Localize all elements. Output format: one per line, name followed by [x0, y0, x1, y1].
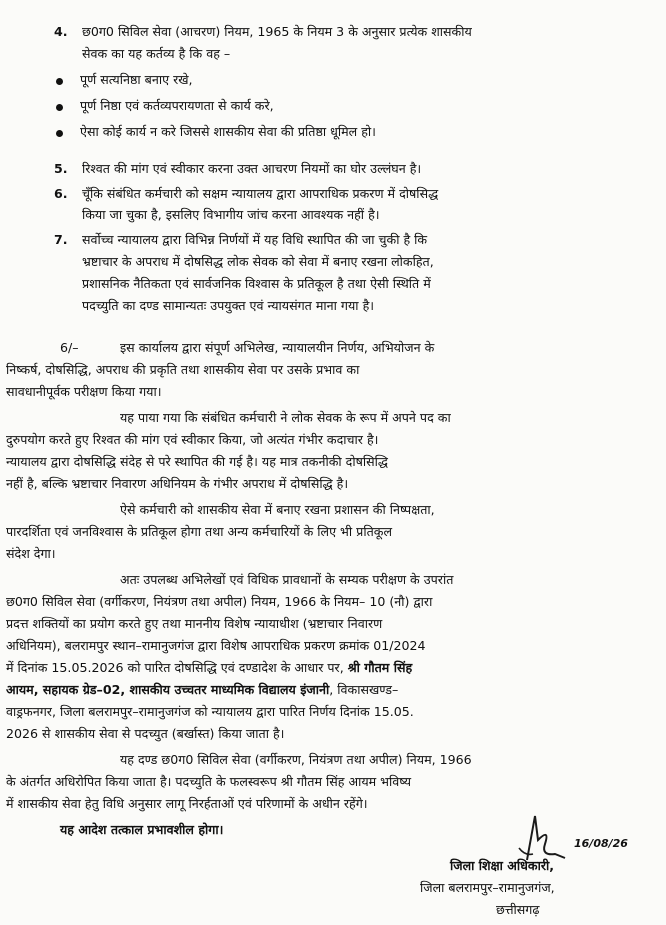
order-line-7: वाड्रफनगर, जिला बलरामपुर–रामानुजगंज को न्यायालय द्वारा पारित निर्णय दिनांक 15.05.	[6, 704, 414, 719]
point-7-line-4: पदच्युति का दण्ड सामान्यतः उपयुक्त एवं न्यायसंगत माना गया है।	[82, 298, 375, 313]
point-7-line-2: भ्रष्टाचार के अपराध में दोषसिद्ध लोक सेवक को सेवा में बनाए रखना लोकहित,	[82, 254, 434, 269]
point-6-line-1: चूँकि संबंधित कर्मचारी को सक्षम न्यायालय द्वारा आपराधिक प्रकरण में दोषसिद्ध	[82, 186, 439, 201]
section-6-number: 6/–	[60, 340, 79, 355]
bullet-dot	[56, 104, 63, 111]
rule-line-2: के अंतर्गत अधिरोपित किया जाता है। पदच्युति के फलस्वरूप श्री गौतम सिंह आयम भविष्य	[6, 774, 412, 789]
signatory-title: जिला शिक्षा अधिकारी,	[450, 858, 555, 873]
order-line-3: प्रदत्त शक्तियों का प्रयोग करते हुए तथा माननीय विशेष न्यायाधीश (भ्रष्टाचार निवारण	[6, 616, 383, 631]
order-line-5-text: में दिनांक 15.05.2026 को पारित दोषसिद्धि एवं दण्डादेश के आधार पर,	[6, 660, 348, 675]
point-6-line-2: किया जा चुका है, इसलिए विभागीय जांच करना आवश्यक नहीं है।	[82, 207, 380, 222]
section-6-line-2: निष्कर्ष, दोषसिद्धि, अपराध की प्रकृति तथा शासकीय सेवा पर उसके प्रभाव का	[6, 362, 360, 377]
bullet-dot	[56, 78, 63, 85]
order-line-6-text: , विकासखण्ड–	[329, 682, 399, 697]
order-line-8: 2026 से शासकीय सेवा से पदच्युत (बर्खास्त) किया जाता है।	[6, 726, 285, 741]
retain-line-1: ऐसे कर्मचारी को शासकीय सेवा में बनाए रखना प्रशासन की निष्पक्षता,	[120, 502, 435, 517]
finding-line-1: यह पाया गया कि संबंधित कर्मचारी ने लोक सेवक के रूप में अपने पद का	[120, 410, 451, 425]
signature-date: 16/08/26	[574, 837, 628, 850]
point-7-number: 7.	[54, 232, 68, 247]
retain-line-2: पारदर्शिता एवं जनविश्वास के प्रतिकूल होगा तथा अन्य कर्मचारियों के लिए भी प्रतिकूल	[6, 524, 392, 539]
point-7-line-1: सर्वोच्च न्यायालय द्वारा विभिन्न निर्णयों में यह विधि स्थापित की जा चुकी है कि	[82, 232, 428, 247]
order-line-2: छ0ग0 सिविल सेवा (वर्गीकरण, नियंत्रण तथा अपील) नियम, 1966 के नियम– 10 (नौ) द्वारा	[6, 594, 433, 609]
order-line-1: अतः उपलब्ध अभिलेखों एवं विधिक प्रावधानों के सम्यक परीक्षण के उपरांत	[120, 572, 454, 587]
point-4-number: 4.	[54, 24, 68, 39]
signatory-district: जिला बलरामपुर–रामानुजगंज,	[420, 880, 555, 895]
retain-line-3: संदेश देगा।	[6, 546, 56, 561]
effective-statement: यह आदेश तत्काल प्रभावशील होगा।	[60, 822, 224, 837]
order-line-4: अधिनियम), बलरामपुर स्थान–रामानुजगंज द्वारा विशेष आपराधिक प्रकरण क्रमांक 01/2024	[6, 638, 426, 653]
point-5-number: 5.	[54, 161, 68, 176]
bullet-dot	[56, 130, 63, 137]
employee-designation: आयम, सहायक ग्रेड–02, शासकीय उच्चतर माध्यमिक विद्यालय इंजानी	[6, 682, 330, 697]
rule-line-1: यह दण्ड छ0ग0 सिविल सेवा (वर्गीकरण, नियंत्रण तथा अपील) नियम, 1966	[120, 752, 472, 767]
bullet-item-3: ऐसा कोई कार्य न करे जिससे शासकीय सेवा की प्रतिष्ठा धूमिल हो।	[80, 124, 376, 139]
finding-line-2: दुरुपयोग करते हुए रिश्वत की मांग एवं स्वीकार किया, जो अत्यंत गंभीर कदाचार है।	[6, 432, 379, 447]
employee-name: श्री गौतम सिंह	[347, 660, 413, 675]
bullet-item-2: पूर्ण निष्ठा एवं कर्तव्यपरायणता से कार्य करे,	[80, 98, 274, 113]
order-line-5	[6, 660, 412, 676]
signatory-state: छत्तीसगढ़	[496, 902, 540, 917]
finding-line-3: न्यायालय द्वारा दोषसिद्धि संदेह से परे स्थापित की गई है। यह मात्र तकनीकी दोषसिद्धि	[6, 454, 388, 469]
point-7-line-3: प्रशासनिक नैतिकता एवं सार्वजनिक विश्वास के प्रतिकूल है तथा ऐसी स्थिति में	[82, 276, 431, 291]
finding-line-4: नहीं है, बल्कि भ्रष्टाचार निवारण अधिनियम के गंभीर अपराध में दोषसिद्धि है।	[6, 476, 349, 491]
point-6-number: 6.	[54, 186, 68, 201]
point-5-line-1: रिश्वत की मांग एवं स्वीकार करना उक्त आचरण नियमों का घोर उल्लंघन है।	[82, 161, 422, 176]
section-6-line-1: इस कार्यालय द्वारा संपूर्ण अभिलेख, न्यायालयीन निर्णय, अभियोजन के	[120, 340, 435, 355]
rule-line-3: में शासकीय सेवा हेतु विधि अनुसार लागू निरर्हताओं एवं परिणामों के अधीन रहेंगे।	[6, 796, 368, 811]
bullet-item-1: पूर्ण सत्यनिष्ठा बनाए रखे,	[80, 72, 193, 87]
point-4-line-1: छ0ग0 सिविल सेवा (आचरण) नियम, 1965 के नियम 3 के अनुसार प्रत्येक शासकीय	[82, 24, 472, 39]
point-4-line-2: सेवक का यह कर्तव्य है कि वह –	[82, 46, 231, 61]
section-6-line-3: सावधानीपूर्वक परीक्षण किया गया।	[6, 384, 162, 399]
order-line-6	[6, 682, 398, 698]
